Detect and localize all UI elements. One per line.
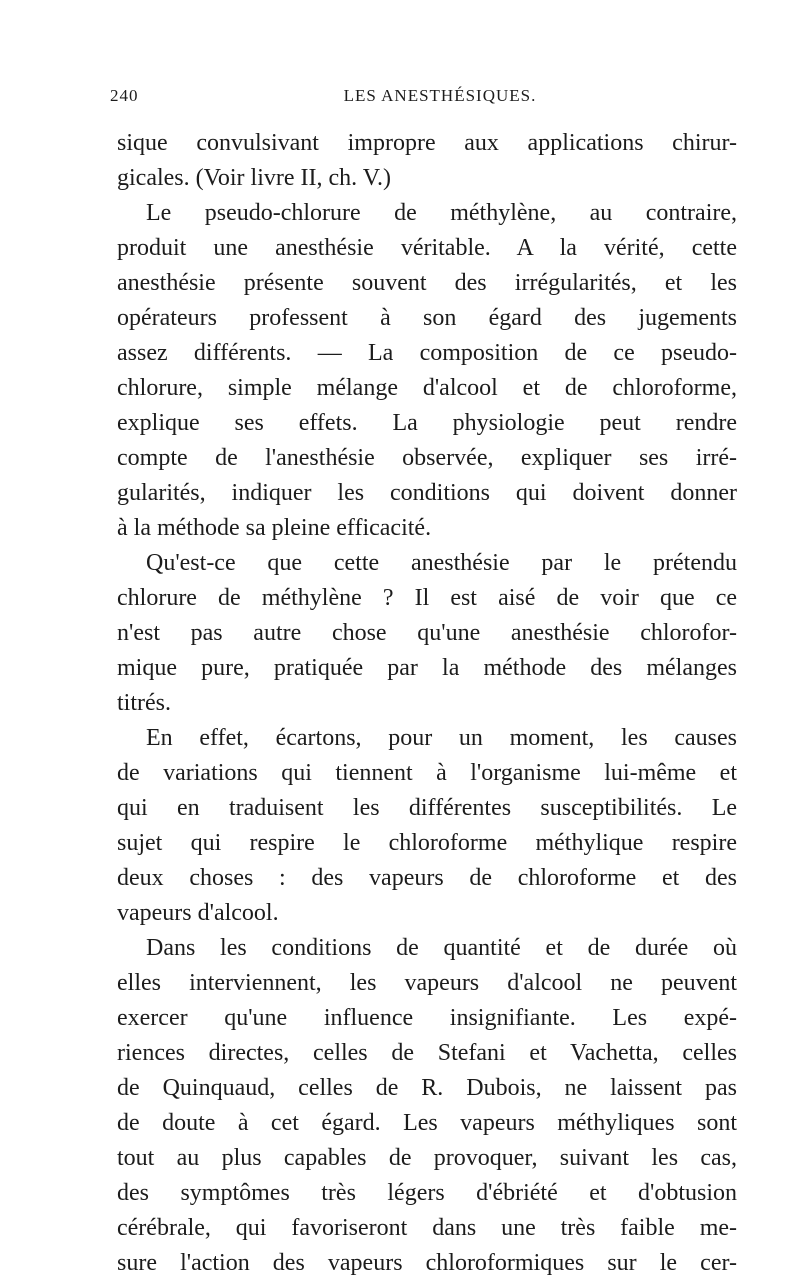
text-line: elles interviennent, les vapeurs d'alcool ne peuvent [117, 970, 737, 996]
text-line: de doute à cet égard. Les vapeurs méthyliques sont [117, 1110, 737, 1136]
text-line: chlorure de méthylène ? Il est aisé de voir que ce [117, 585, 737, 611]
text-line: riences directes, celles de Stefani et Vachetta, celles [117, 1040, 737, 1066]
text-line: chlorure, simple mélange d'alcool et de chloroforme, [117, 375, 737, 401]
text-line: assez différents. — La composition de ce pseudo- [117, 340, 737, 366]
text-line: sique convulsivant impropre aux applications chirur- [117, 130, 737, 156]
text-line: tout au plus capables de provoquer, suivant les cas, [117, 1145, 737, 1171]
text-line: sujet qui respire le chloroforme méthylique respire [117, 830, 737, 856]
text-line: de Quinquaud, celles de R. Dubois, ne laissent pas [117, 1075, 737, 1101]
text-line: cérébrale, qui favoriseront dans une très faible me- [117, 1215, 737, 1241]
page-number: 240 [110, 86, 139, 105]
text-line: à la méthode sa pleine efficacité. [117, 515, 432, 541]
text-line: Dans les conditions de quantité et de durée où [146, 935, 737, 961]
text-line: Qu'est-ce que cette anesthésie par le prétendu [146, 550, 737, 576]
text-line: n'est pas autre chose qu'une anesthésie chlorofor- [117, 620, 737, 646]
text-line: sure l'action des vapeurs chloroformiques sur le cer- [117, 1250, 737, 1276]
text-line: gularités, indiquer les conditions qui doivent donner [117, 480, 737, 506]
text-line: des symptômes très légers d'ébriété et d'obtusion [117, 1180, 737, 1206]
text-line: explique ses effets. La physiologie peut rendre [117, 410, 737, 436]
text-line: exercer qu'une influence insignifiante. Les expé- [117, 1005, 737, 1031]
running-head [110, 86, 730, 116]
text-line: compte de l'anesthésie observée, expliquer ses irré- [117, 445, 737, 471]
text-line: titrés. [117, 690, 171, 716]
text-line: En effet, écartons, pour un moment, les causes [146, 725, 737, 751]
text-line: deux choses : des vapeurs de chloroforme et des [117, 865, 737, 891]
text-line: produit une anesthésie véritable. A la vérité, cette [117, 235, 737, 261]
text-line: opérateurs professent à son égard des jugements [117, 305, 737, 331]
running-title: LES ANESTHÉSIQUES. [343, 86, 537, 105]
body-text [117, 126, 737, 1281]
text-line: Le pseudo-chlorure de méthylène, au contraire, [146, 200, 737, 226]
text-line: mique pure, pratiquée par la méthode des mélanges [117, 655, 737, 681]
text-line: gicales. (Voir livre II, ch. V.) [117, 165, 391, 191]
text-line: anesthésie présente souvent des irrégularités, et les [117, 270, 737, 296]
text-line: qui en traduisent les différentes susceptibilités. Le [117, 795, 737, 821]
text-line: vapeurs d'alcool. [117, 900, 279, 926]
text-line: de variations qui tiennent à l'organisme lui-même et [117, 760, 737, 786]
